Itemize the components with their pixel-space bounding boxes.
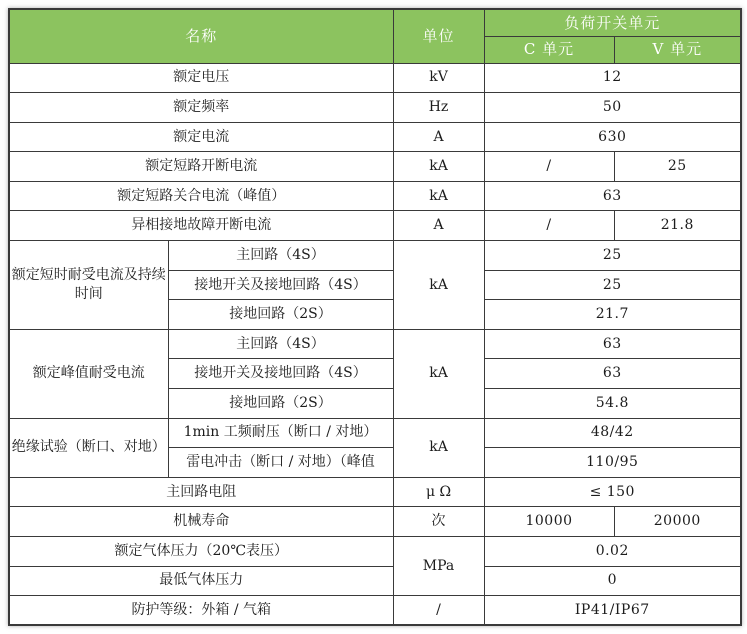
cell-value-c: / [484, 211, 614, 241]
cell-sublabel: 接地开关及接地回路（4S） [168, 270, 393, 300]
cell-label: 异相接地故障开断电流 [9, 211, 393, 241]
row-rated-voltage [9, 63, 741, 93]
header-col-c: C 单元 [484, 36, 614, 63]
cell-value: 0 [484, 566, 741, 596]
cell-value-c: 10000 [484, 507, 614, 537]
cell-label: 额定电压 [9, 63, 393, 93]
cell-unit: kA [393, 241, 484, 330]
header-row-1 [9, 9, 741, 36]
group-label: 绝缘试验（断口、对地） [9, 418, 168, 477]
cell-unit: kA [393, 181, 484, 211]
cell-sublabel: 接地开关及接地回路（4S） [168, 359, 393, 389]
cell-unit: kA [393, 418, 484, 477]
cell-label: 机械寿命 [9, 507, 393, 537]
cell-label: 主回路电阻 [9, 477, 393, 507]
header-name: 名称 [9, 9, 393, 63]
cell-unit: kA [393, 152, 484, 182]
cell-value: 63 [484, 359, 741, 389]
cell-unit: A [393, 211, 484, 241]
header-unit: 单位 [393, 9, 484, 63]
cell-unit: / [393, 596, 484, 626]
row-insulation-test-1 [9, 418, 741, 448]
row-earth-fault-breaking [9, 211, 741, 241]
row-mechanical-life [9, 507, 741, 537]
cell-label: 额定短路关合电流（峰值） [9, 181, 393, 211]
cell-value: 63 [484, 329, 741, 359]
cell-value: 48/42 [484, 418, 741, 448]
cell-label: 额定频率 [9, 93, 393, 123]
cell-value-c: / [484, 152, 614, 182]
cell-unit: MPa [393, 537, 484, 596]
cell-unit: A [393, 122, 484, 152]
cell-unit: Hz [393, 93, 484, 123]
row-short-time-withstand-1 [9, 241, 741, 271]
cell-value: 110/95 [484, 448, 741, 478]
cell-value: 25 [484, 270, 741, 300]
cell-value: ≤ 150 [484, 477, 741, 507]
cell-sublabel: 主回路（4S） [168, 329, 393, 359]
cell-unit: 次 [393, 507, 484, 537]
cell-value: 630 [484, 122, 741, 152]
cell-sublabel: 接地回路（2S） [168, 300, 393, 330]
group-label: 额定峰值耐受电流 [9, 329, 168, 418]
header-col-v: V 单元 [614, 36, 741, 63]
cell-value: 63 [484, 181, 741, 211]
cell-value-v: 25 [614, 152, 741, 182]
cell-value: IP41/IP67 [484, 596, 741, 626]
row-protection-degree [9, 596, 741, 626]
cell-value-v: 21.8 [614, 211, 741, 241]
row-short-circuit-breaking [9, 152, 741, 182]
row-rated-frequency [9, 93, 741, 123]
cell-sublabel: 接地回路（2S） [168, 389, 393, 419]
row-gas-pressure-min [9, 566, 741, 596]
row-gas-pressure-rated [9, 537, 741, 567]
spec-table-container [8, 8, 742, 626]
cell-value: 12 [484, 63, 741, 93]
cell-value: 0.02 [484, 537, 741, 567]
cell-label: 额定电流 [9, 122, 393, 152]
row-peak-withstand-1 [9, 329, 741, 359]
cell-value: 25 [484, 241, 741, 271]
cell-value: 50 [484, 93, 741, 123]
cell-value-v: 20000 [614, 507, 741, 537]
cell-label: 最低气体压力 [9, 566, 393, 596]
cell-label: 防护等级：外箱 / 气箱 [9, 596, 393, 626]
spec-table [8, 8, 742, 626]
cell-sublabel: 主回路（4S） [168, 241, 393, 271]
cell-unit: μ Ω [393, 477, 484, 507]
cell-sublabel: 1min 工频耐压（断口 / 对地） [168, 418, 393, 448]
cell-value: 54.8 [484, 389, 741, 419]
cell-label: 额定短路开断电流 [9, 152, 393, 182]
row-main-circuit-resistance [9, 477, 741, 507]
header-group: 负荷开关单元 [484, 9, 741, 36]
group-label: 额定短时耐受电流及持续时间 [9, 241, 168, 330]
cell-unit: kA [393, 329, 484, 418]
row-rated-current [9, 122, 741, 152]
row-short-circuit-making [9, 181, 741, 211]
cell-value: 21.7 [484, 300, 741, 330]
cell-sublabel: 雷电冲击（断口 / 对地）（峰值 [168, 448, 393, 478]
cell-label: 额定气体压力（20℃表压） [9, 537, 393, 567]
cell-unit: kV [393, 63, 484, 93]
